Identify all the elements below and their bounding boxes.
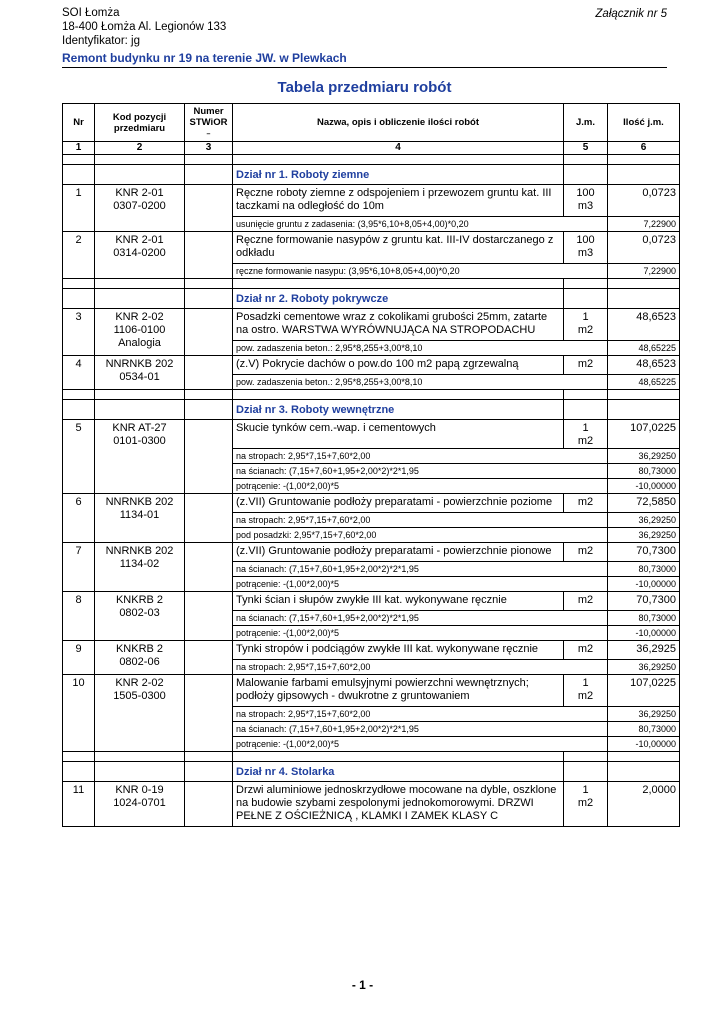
section-cell-empty (63, 289, 95, 309)
spacer-cell (63, 752, 95, 762)
section-cell-empty (63, 400, 95, 420)
calculation-value: 36,29250 (608, 513, 680, 528)
calculation-text: na stropach: 2,95*7,15+7,60*2,00 (233, 449, 608, 464)
spacer-cell (95, 155, 185, 165)
page-title: Tabela przedmiaru robót (277, 79, 452, 96)
org-name: SOI Łomża (62, 7, 120, 19)
calculation-value: -10,00000 (608, 577, 680, 592)
item-number: 8 (63, 592, 95, 641)
section-title: Dział nr 4. Stolarka (233, 762, 564, 782)
spacer-cell (233, 279, 564, 289)
spacer-cell (564, 390, 608, 400)
section-row (63, 762, 680, 782)
item-description: Tynki ścian i słupów zwykłe III kat. wykonywane ręcznie (233, 592, 564, 611)
section-title: Dział nr 2. Roboty pokrywcze (233, 289, 564, 309)
item-description: Malowanie farbami emulsyjnymi powierzchni wewnętrznych; podłoży gipsowych - dwukrotne z gruntowaniem (233, 675, 564, 707)
item-code: KNR 2-01 0307-0200 (95, 185, 185, 232)
col-header-nazwa: Nazwa, opis i obliczenie ilości robót (233, 104, 564, 142)
spacer-cell (564, 752, 608, 762)
item-spec-number (185, 420, 233, 494)
section-row (63, 400, 680, 420)
item-number: 5 (63, 420, 95, 494)
item-description: (z.VII) Gruntowanie podłoży preparatami - powierzchnie poziome (233, 494, 564, 513)
section-cell-empty (185, 400, 233, 420)
table-row (63, 185, 680, 217)
spacer-cell (608, 752, 680, 762)
section-cell-empty (608, 289, 680, 309)
section-cell-empty (95, 165, 185, 185)
section-cell-empty (63, 165, 95, 185)
item-number: 11 (63, 782, 95, 827)
col-number: 4 (233, 142, 564, 155)
item-spec-number (185, 356, 233, 390)
item-quantity: 48,6523 (608, 309, 680, 341)
table-row (63, 232, 680, 264)
calculation-value: 80,73000 (608, 611, 680, 626)
item-unit: 1 m2 (564, 309, 608, 341)
calculation-text: potrącenie: -(1,00*2,00)*5 (233, 626, 608, 641)
calculation-value: 48,65225 (608, 375, 680, 390)
item-number: 3 (63, 309, 95, 356)
spacer-cell (63, 390, 95, 400)
item-unit: m2 (564, 494, 608, 513)
page-number: - 1 - (351, 978, 374, 992)
attachment-label: Załącznik nr 5 (595, 8, 667, 20)
calculation-value: 7,22900 (608, 264, 680, 279)
calculation-value: 36,29250 (608, 660, 680, 675)
item-unit: 100 m3 (564, 232, 608, 264)
section-cell-empty (608, 165, 680, 185)
item-description: Tynki stropów i podciągów zwykłe III kat. wykonywane ręcznie (233, 641, 564, 660)
section-cell-empty (564, 289, 608, 309)
item-quantity: 36,2925 (608, 641, 680, 660)
calculation-text: na ścianach: (7,15+7,60+1,95+2,00*2)*2*1,95 (233, 611, 608, 626)
spacer-cell (608, 390, 680, 400)
section-row (63, 289, 680, 309)
section-cell-empty (63, 762, 95, 782)
section-cell-empty (608, 762, 680, 782)
calculation-value: 80,73000 (608, 722, 680, 737)
item-unit: 100 m3 (564, 185, 608, 217)
item-quantity: 70,7300 (608, 592, 680, 611)
col-header-jm: J.m. (564, 104, 608, 142)
item-quantity: 48,6523 (608, 356, 680, 375)
item-description: (z.V) Pokrycie dachów o pow.do 100 m2 papą zgrzewalną (233, 356, 564, 375)
item-unit: 1 m2 (564, 782, 608, 827)
calculation-text: na stropach: 2,95*7,15+7,60*2,00 (233, 513, 608, 528)
item-code: KNKRB 2 0802-03 (95, 592, 185, 641)
item-code: KNR 2-01 0314-0200 (95, 232, 185, 279)
section-cell-empty (608, 400, 680, 420)
item-quantity: 0,0723 (608, 185, 680, 217)
item-code: KNR 0-19 1024-0701 (95, 782, 185, 827)
project-title: Remont budynku nr 19 na terenie JW. w Plewkach (62, 51, 347, 65)
spacer-cell (185, 155, 233, 165)
calculation-value: 80,73000 (608, 464, 680, 479)
spacer-cell (233, 155, 564, 165)
item-unit: m2 (564, 356, 608, 375)
item-code: NNRNKB 202 1134-02 (95, 543, 185, 592)
item-number: 4 (63, 356, 95, 390)
table-header-row (63, 104, 680, 142)
spacer-cell (95, 279, 185, 289)
table-row (63, 309, 680, 341)
item-spec-number (185, 641, 233, 675)
spacer-row (63, 279, 680, 289)
calculation-text: pow. zadaszenia beton.: 2,95*8,255+3,00*8,10 (233, 375, 608, 390)
spacer-row (63, 752, 680, 762)
item-number: 10 (63, 675, 95, 752)
section-cell-empty (185, 165, 233, 185)
identifier: Identyfikator: jg (62, 35, 140, 47)
col-header-numer-label: Numer STWiOR (189, 106, 228, 128)
item-quantity: 107,0225 (608, 675, 680, 707)
spacer-cell (63, 279, 95, 289)
item-number: 6 (63, 494, 95, 543)
spacer-cell (564, 279, 608, 289)
section-cell-empty (564, 165, 608, 185)
section-cell-empty (185, 289, 233, 309)
calculation-text: potrącenie: -(1,00*2,00)*5 (233, 479, 608, 494)
col-header-ilosc: Ilość j.m. (608, 104, 680, 142)
spacer-cell (608, 155, 680, 165)
calculation-text: potrącenie: -(1,00*2,00)*5 (233, 577, 608, 592)
spacer-cell (185, 390, 233, 400)
spacer-cell (185, 279, 233, 289)
item-spec-number (185, 309, 233, 356)
item-description: Ręczne roboty ziemne z odspojeniem i przewozem gruntu kat. III taczkami na odległość do 10m (233, 185, 564, 217)
item-description: Skucie tynków cem.-wap. i cementowych (233, 420, 564, 449)
calculation-value: -10,00000 (608, 737, 680, 752)
section-cell-empty (185, 762, 233, 782)
spacer-cell (233, 752, 564, 762)
table-row (63, 543, 680, 562)
item-spec-number (185, 782, 233, 827)
calculation-value: -10,00000 (608, 626, 680, 641)
item-number: 1 (63, 185, 95, 232)
calculation-text: na ścianach: (7,15+7,60+1,95+2,00*2)*2*1,95 (233, 562, 608, 577)
calculation-value: 36,29250 (608, 528, 680, 543)
spacer-cell (233, 390, 564, 400)
col-number: 5 (564, 142, 608, 155)
calculation-value: 36,29250 (608, 707, 680, 722)
item-quantity: 107,0225 (608, 420, 680, 449)
calculation-text: ręczne formowanie nasypu: (3,95*6,10+8,05+4,00)*0,20 (233, 264, 608, 279)
calculation-text: na stropach: 2,95*7,15+7,60*2,00 (233, 660, 608, 675)
col-number: 6 (608, 142, 680, 155)
calculation-value: -10,00000 (608, 479, 680, 494)
table-row (63, 592, 680, 611)
spacer-cell (63, 155, 95, 165)
item-spec-number (185, 592, 233, 641)
item-description: Ręczne formowanie nasypów z gruntu kat. III-IV dostarczanego z odkładu (233, 232, 564, 264)
col-number: 3 (185, 142, 233, 155)
col-header-numer (185, 104, 233, 142)
table-row (63, 420, 680, 449)
section-cell-empty (95, 400, 185, 420)
col-header-numer-suffix: – (206, 131, 211, 138)
calculation-value: 36,29250 (608, 449, 680, 464)
org-address: 18-400 Łomża Al. Legionów 133 (62, 21, 227, 33)
calculation-text: na stropach: 2,95*7,15+7,60*2,00 (233, 707, 608, 722)
section-row (63, 165, 680, 185)
item-number: 7 (63, 543, 95, 592)
item-unit: m2 (564, 641, 608, 660)
spacer-row (63, 155, 680, 165)
item-description: (z.VII) Gruntowanie podłoży preparatami - powierzchnie pionowe (233, 543, 564, 562)
item-quantity: 0,0723 (608, 232, 680, 264)
section-cell-empty (564, 400, 608, 420)
calculation-text: na ścianach: (7,15+7,60+1,95+2,00*2)*2*1,95 (233, 722, 608, 737)
table-row (63, 494, 680, 513)
section-title: Dział nr 1. Roboty ziemne (233, 165, 564, 185)
spacer-cell (608, 279, 680, 289)
col-header-kod: Kod pozycji przedmiaru (95, 104, 185, 142)
section-cell-empty (564, 762, 608, 782)
spacer-row (63, 390, 680, 400)
item-number: 9 (63, 641, 95, 675)
item-code: NNRNKB 202 0534-01 (95, 356, 185, 390)
calculation-value: 80,73000 (608, 562, 680, 577)
section-cell-empty (95, 762, 185, 782)
spacer-cell (185, 752, 233, 762)
section-title: Dział nr 3. Roboty wewnętrzne (233, 400, 564, 420)
item-quantity: 70,7300 (608, 543, 680, 562)
item-unit: m2 (564, 592, 608, 611)
item-code: KNR AT-27 0101-0300 (95, 420, 185, 494)
item-number: 2 (63, 232, 95, 279)
item-description: Drzwi aluminiowe jednoskrzydłowe mocowane na dyble, oszklone na budowie szybami zespolonymi jednokomorowymi. DRZWI PEŁNE Z OŚCIEŻNICĄ , KLAMKI I ZAMEK KLASY C (233, 782, 564, 827)
item-quantity: 72,5850 (608, 494, 680, 513)
item-quantity: 2,0000 (608, 782, 680, 827)
col-number: 2 (95, 142, 185, 155)
bill-of-quantities-table (62, 103, 680, 827)
item-spec-number (185, 543, 233, 592)
calculation-text: pod posadzki: 2,95*7,15+7,60*2,00 (233, 528, 608, 543)
table-row (63, 782, 680, 827)
table-row (63, 356, 680, 375)
table-row (63, 675, 680, 707)
item-code: NNRNKB 202 1134-01 (95, 494, 185, 543)
header-divider (62, 67, 667, 68)
item-code: KNR 2-02 1106-0100 Analogia (95, 309, 185, 356)
calculation-text: pow. zadaszenia beton.: 2,95*8,255+3,00*8,10 (233, 341, 608, 356)
calculation-text: usunięcie gruntu z zadasenia: (3,95*6,10+8,05+4,00)*0,20 (233, 217, 608, 232)
calculation-text: na ścianach: (7,15+7,60+1,95+2,00*2)*2*1,95 (233, 464, 608, 479)
item-unit: 1 m2 (564, 675, 608, 707)
item-unit: 1 m2 (564, 420, 608, 449)
item-code: KNR 2-02 1505-0300 (95, 675, 185, 752)
calculation-value: 48,65225 (608, 341, 680, 356)
calculation-value: 7,22900 (608, 217, 680, 232)
col-header-nr: Nr (63, 104, 95, 142)
table-body (63, 155, 680, 827)
item-spec-number (185, 675, 233, 752)
column-number-row (63, 142, 680, 155)
item-spec-number (185, 494, 233, 543)
col-number: 1 (63, 142, 95, 155)
item-code: KNKRB 2 0802-06 (95, 641, 185, 675)
table-row (63, 641, 680, 660)
item-spec-number (185, 232, 233, 279)
item-spec-number (185, 185, 233, 232)
item-unit: m2 (564, 543, 608, 562)
calculation-text: potrącenie: -(1,00*2,00)*5 (233, 737, 608, 752)
item-description: Posadzki cementowe wraz z cokolikami grubości 25mm, zatarte na ostro. WARSTWA WYRÓWNUJĄCA NA STROPODACHU (233, 309, 564, 341)
section-cell-empty (95, 289, 185, 309)
spacer-cell (95, 752, 185, 762)
spacer-cell (564, 155, 608, 165)
spacer-cell (95, 390, 185, 400)
